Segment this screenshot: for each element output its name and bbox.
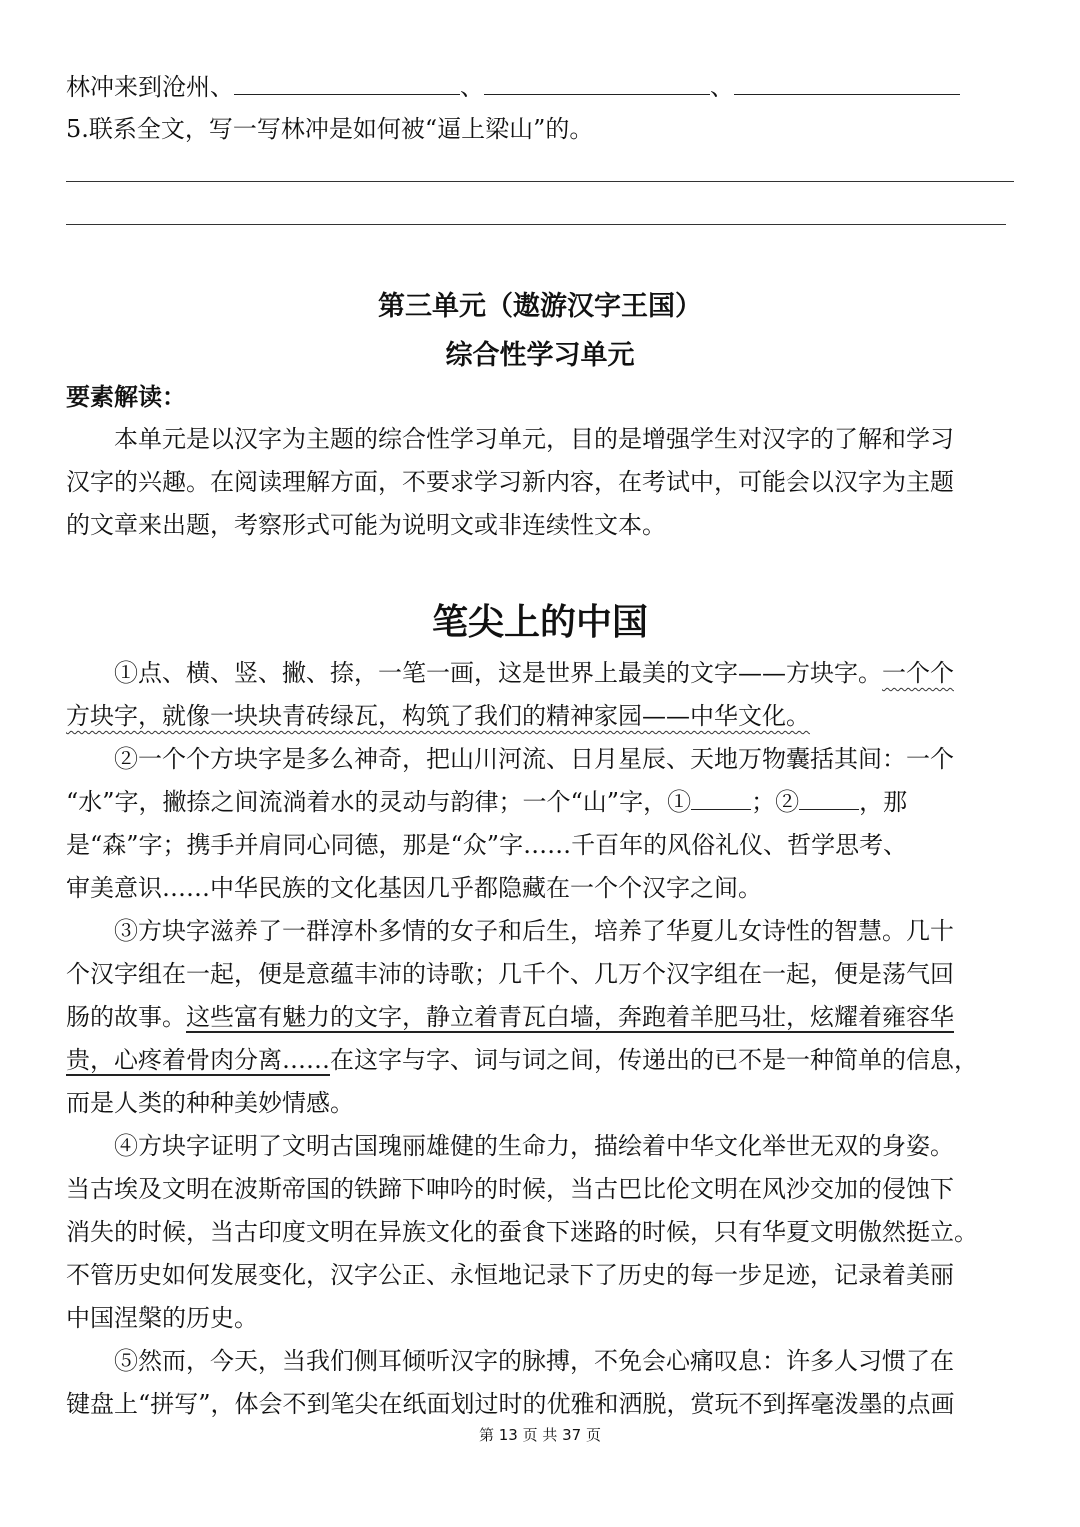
unit-title: 第三单元（遨游汉字王国）	[378, 291, 702, 322]
p3-line-2: 个汉字组在一起，便是意蕴丰沛的诗歌；几千个、几万个汉字组在一起，便是荡气回	[66, 960, 954, 988]
question-4-line	[66, 66, 1026, 108]
p4-line-1: ④方块字证明了文明古国瑰丽雄健的生命力，描绘着中华文化举世无双的身姿。	[66, 1132, 954, 1160]
essentials-line-2: 汉字的兴趣。在阅读理解方面，不要求学习新内容，在考试中，可能会以汉字为主题	[66, 468, 954, 496]
p5-line-1: ⑤然而，今天，当我们侧耳倾听汉字的脉搏，不免会心痛叹息：许多人习惯了在	[66, 1347, 954, 1375]
fill-blank-1[interactable]	[691, 783, 751, 810]
p3-underlined-text: 这些富有魅力的文字，静立着青瓦白墙，奔跑着羊肥马壮，炫耀着雍容华	[186, 1003, 954, 1031]
answer-blank-1[interactable]	[234, 68, 460, 95]
p1-text: ①点、横、竖、撇、捺，一笔一画，这是世界上最美的文字——方块字。	[66, 659, 882, 687]
essay-title: 笔尖上的中国	[431, 602, 648, 643]
answer-line-2[interactable]	[66, 224, 1006, 225]
essentials-line-1: 本单元是以汉字为主题的综合性学习单元，目的是增强学生对汉字的了解和学习	[66, 425, 954, 453]
p2-line-1: ②一个个方块字是多么神奇，把山川河流、日月星辰、天地万物囊括其间：一个	[66, 745, 954, 773]
answer-blank-3[interactable]	[734, 68, 960, 95]
p1-line-2	[66, 695, 1026, 737]
p5-line-2: 键盘上“拼写”，体会不到笔尖在纸面划过时的优雅和洒脱，赏玩不到挥毫泼墨的点画	[66, 1390, 955, 1418]
p3-line-4	[66, 1039, 1026, 1081]
unit-subtitle: 综合性学习单元	[445, 340, 635, 371]
fill-blank-2[interactable]	[799, 783, 859, 810]
essentials-line-3: 的文章来出题，考察形式可能为说明文或非连续性文本。	[66, 511, 666, 539]
p2-line-3: 是“森”字；携手并肩同心同德，那是“众”字……千百年的风俗礼仪、哲学思考、	[66, 831, 908, 859]
answer-blank-2[interactable]	[484, 68, 710, 95]
p2-text-c: ，那	[859, 788, 908, 816]
answer-line-1[interactable]	[66, 181, 1014, 182]
q4-sep-2: 、	[710, 73, 734, 101]
p1-wavy-underlined-text: 一个个	[882, 659, 954, 687]
p3-text-2: 在这字与字、词与词之间，传递出的已不是一种简单的信息，	[330, 1046, 978, 1074]
p1-line-1	[66, 652, 1026, 694]
p2-text-a: “水”字，撇捺之间流淌着水的灵动与韵律；一个“山”字，①	[66, 788, 692, 816]
p4-line-3: 消失的时候，当古印度文明在异族文化的蚕食下迷路的时候，只有华夏文明傲然挺立。	[66, 1218, 978, 1246]
p3-line-3	[66, 996, 1026, 1038]
page-footer: 第 13 页 共 37 页	[478, 1426, 601, 1444]
p2-text-b: ；②	[751, 788, 800, 816]
p2-line-4: 审美意识……中华民族的文化基因几乎都隐藏在一个个汉字之间。	[66, 874, 762, 902]
p1-wavy-underlined-text-2: 方块字，就像一块块青砖绿瓦，构筑了我们的精神家园——中华文化。	[66, 702, 810, 730]
p3-underlined-text-2: 贵，心疼着骨肉分离……	[66, 1046, 330, 1074]
p3-line-5: 而是人类的种种美妙情感。	[66, 1089, 354, 1117]
p4-line-2: 当古埃及文明在波斯帝国的铁蹄下呻吟的时候，当古巴比伦文明在风沙交加的侵蚀下	[66, 1175, 954, 1203]
p4-line-5: 中国涅槃的历史。	[66, 1304, 258, 1332]
question-5: 5.联系全文，写一写林冲是如何被“逼上梁山”的。	[66, 115, 594, 143]
p2-line-2	[66, 781, 1026, 823]
p3-line-1: ③方块字滋养了一群淳朴多情的女子和后生，培养了华夏儿女诗性的智慧。几十	[66, 917, 954, 945]
p4-line-4: 不管历史如何发展变化，汉字公正、永恒地记录下了历史的每一步足迹，记录着美丽	[66, 1261, 954, 1289]
essentials-label: 要素解读：	[66, 383, 186, 411]
p3-text: 肠的故事。	[66, 1003, 186, 1031]
q4-prefix: 林冲来到沧州、	[66, 73, 234, 101]
q4-sep-1: 、	[460, 73, 484, 101]
